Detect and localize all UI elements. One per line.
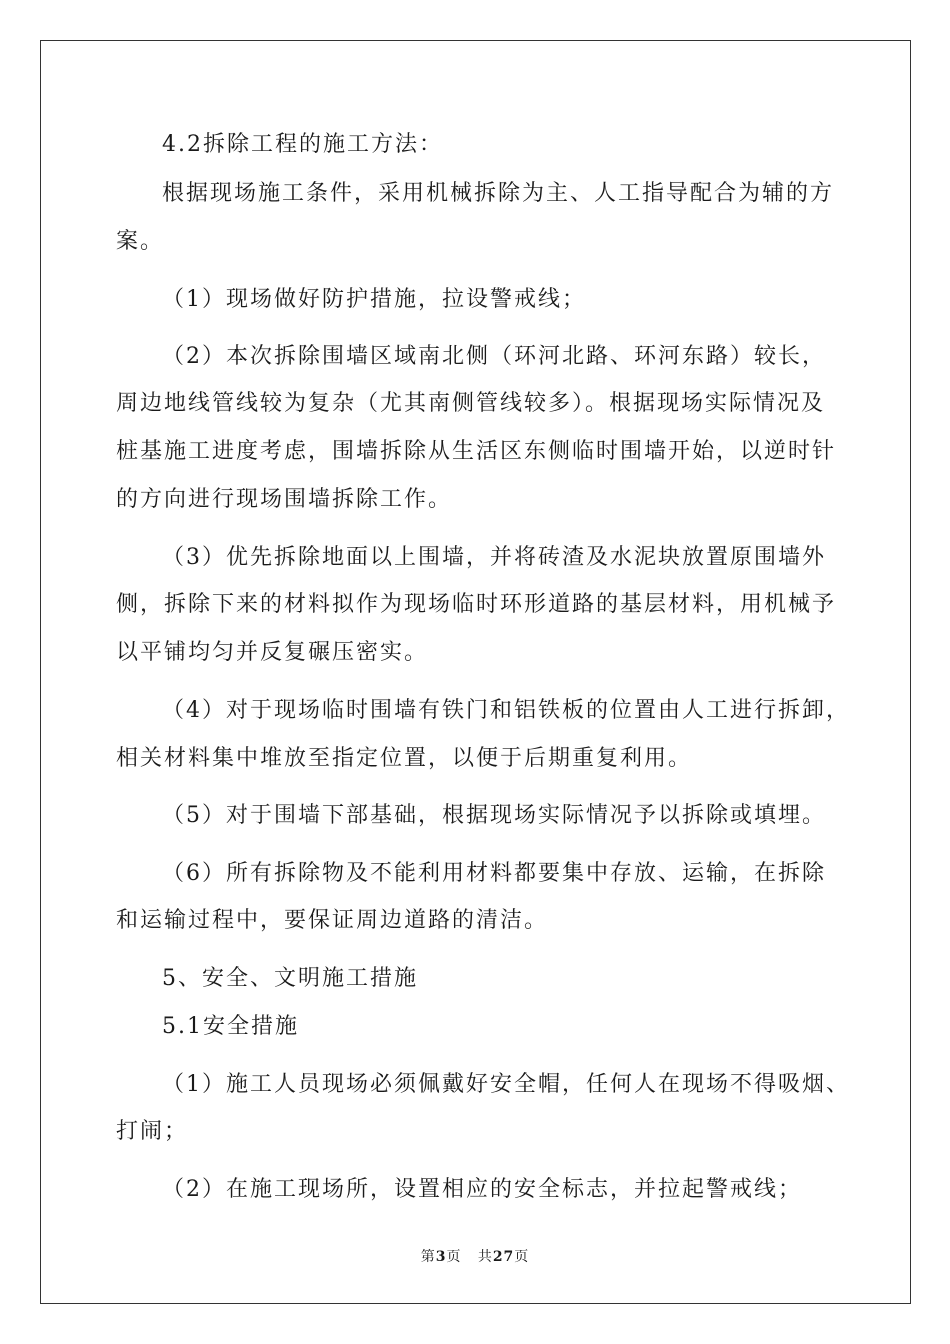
paragraph-line: （3）优先拆除地面以上围墙，并将砖渣及水泥块放置原围墙外 bbox=[162, 545, 826, 570]
footer-total-suffix: 页 bbox=[514, 1249, 530, 1265]
paragraph-line: 以平铺均匀并反复碾压密实。 bbox=[116, 640, 429, 665]
paragraph-line: 5.1安全措施 bbox=[162, 1014, 299, 1039]
footer-prefix: 第 bbox=[420, 1249, 436, 1265]
paragraph-line: 侧，拆除下来的材料拟作为现场临时环形道路的基层材料，用机械予 bbox=[116, 592, 837, 617]
paragraph-line: 5、安全、文明施工措施 bbox=[162, 966, 418, 991]
paragraph-line: （4）对于现场临时围墙有铁门和铝铁板的位置由人工进行拆卸， bbox=[162, 698, 850, 723]
paragraph-line: （2）本次拆除围墙区域南北侧（环河北路、环河东路）较长， bbox=[162, 344, 826, 369]
paragraph-line: 的方向进行现场围墙拆除工作。 bbox=[116, 487, 453, 512]
page-footer bbox=[0, 1246, 950, 1266]
paragraph-line: （1）现场做好防护措施，拉设警戒线； bbox=[162, 287, 586, 312]
paragraph-line: （2）在施工现场所，设置相应的安全标志，并拉起警戒线； bbox=[162, 1177, 802, 1202]
footer-page-number: 3 bbox=[435, 1249, 447, 1265]
paragraph-line: 和运输过程中，要保证周边道路的清洁。 bbox=[116, 908, 549, 933]
paragraph-line: 周边地线管线较为复杂（尤其南侧管线较多）。根据现场实际情况及 bbox=[116, 391, 826, 416]
footer-total-pages: 27 bbox=[492, 1249, 515, 1265]
paragraph-line: 桩基施工进度考虑，围墙拆除从生活区东侧临时围墙开始，以逆时针 bbox=[116, 439, 837, 464]
paragraph-line: 打闹； bbox=[116, 1119, 189, 1144]
paragraph-line: 案。 bbox=[116, 229, 165, 254]
paragraph-line: （6）所有拆除物及不能利用材料都要集中存放、运输，在拆除 bbox=[162, 861, 826, 886]
paragraph-line: （5）对于围墙下部基础，根据现场实际情况予以拆除或填埋。 bbox=[162, 803, 826, 828]
paragraph-line: 相关材料集中堆放至指定位置，以便于后期重复利用。 bbox=[116, 746, 693, 771]
paragraph-line: （1）施工人员现场必须佩戴好安全帽，任何人在现场不得吸烟、 bbox=[162, 1072, 850, 1097]
paragraph-line: 根据现场施工条件，采用机械拆除为主、人工指导配合为辅的方 bbox=[162, 181, 835, 206]
footer-page-suffix: 页 bbox=[446, 1249, 462, 1265]
paragraph-line: 4.2拆除工程的施工方法： bbox=[162, 132, 443, 157]
footer-total-prefix: 共 bbox=[477, 1249, 493, 1265]
